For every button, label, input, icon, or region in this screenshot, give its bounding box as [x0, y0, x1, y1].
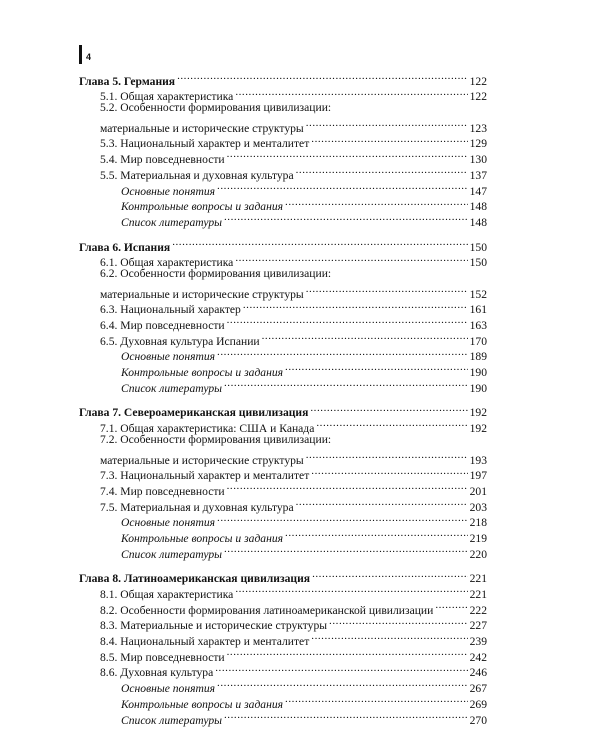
page-ref: 152 — [469, 287, 487, 301]
leader-dots — [311, 629, 467, 645]
entry-title: 8.5. Мир повседневности — [100, 650, 225, 664]
toc-chapter-heading[interactable] — [79, 235, 487, 254]
chapter-title: Глава 6. Испания — [79, 240, 171, 254]
page-ref: 269 — [469, 697, 487, 711]
page-ref: 246 — [469, 666, 487, 680]
page-ref: 218 — [469, 516, 487, 530]
leader-dots — [224, 542, 468, 558]
page-ref: 201 — [469, 484, 487, 498]
leader-dots — [306, 448, 468, 464]
leader-dots — [235, 85, 467, 101]
leader-dots — [235, 251, 467, 267]
entry-title: Контрольные вопросы и задания — [121, 366, 284, 380]
page-number: 4 — [86, 52, 92, 62]
page-ref: 150 — [469, 240, 487, 254]
toc-entry-line[interactable] — [79, 432, 487, 448]
page-ref: 190 — [469, 381, 487, 395]
page-ref: 219 — [469, 531, 487, 545]
leader-dots — [311, 464, 467, 480]
leader-dots — [224, 376, 468, 392]
page-ref: 148 — [469, 215, 487, 229]
leader-dots — [227, 645, 468, 661]
page-ref: 122 — [469, 74, 487, 88]
leader-dots — [312, 567, 468, 583]
leader-dots — [227, 147, 468, 163]
entry-title: Список литературы — [121, 381, 222, 395]
entry-title: Список литературы — [121, 547, 222, 561]
entry-title: 7.3. Национальный характер и менталитет — [100, 469, 310, 483]
leader-dots — [316, 416, 467, 432]
toc-section-entry[interactable] — [79, 282, 487, 301]
page-ref: 270 — [469, 713, 487, 727]
page-ref: 189 — [469, 350, 487, 364]
entry-title: 6.1. Общая характеристика — [100, 256, 234, 270]
page-ref: 197 — [469, 469, 487, 483]
page-ref: 227 — [469, 619, 487, 633]
leader-dots — [435, 598, 467, 614]
page-ref: 220 — [469, 547, 487, 561]
page-ref: 122 — [469, 90, 487, 104]
entry-title: Список литературы — [121, 215, 222, 229]
entry-title: 5.4. Мир повседневности — [100, 153, 225, 167]
entry-title: Контрольные вопросы и задания — [121, 531, 284, 545]
entry-title: 8.2. Особенности формирования латиноамериканской цивилизации — [100, 603, 434, 617]
page-ref: 221 — [469, 588, 487, 601]
entry-title: 8.1. Общая характеристика — [100, 588, 234, 601]
leader-dots — [217, 676, 468, 692]
page-ref: 222 — [469, 603, 487, 617]
page-ref: 161 — [469, 303, 487, 317]
leader-dots — [224, 708, 468, 724]
entry-title: 8.6. Духовная культура — [100, 666, 214, 680]
entry-title: 7.5. Материальная и духовная культура — [100, 500, 294, 514]
page-ref: 150 — [469, 256, 487, 270]
page-ref: 137 — [469, 168, 487, 182]
leader-dots — [329, 614, 468, 630]
page-ref: 193 — [469, 453, 487, 467]
page-ref: 147 — [469, 184, 487, 198]
toc-chapter — [79, 69, 487, 229]
entry-title: материальные и исторические структуры — [100, 287, 304, 301]
leader-dots — [224, 210, 468, 226]
leader-dots — [217, 511, 468, 527]
toc-chapter-heading[interactable] — [79, 567, 487, 586]
entry-title: 8.4. Национальный характер и менталитет — [100, 635, 310, 649]
toc-section-entry[interactable] — [79, 448, 487, 467]
entry-title: 5.5. Материальная и духовная культура — [100, 168, 294, 182]
leader-dots — [227, 313, 468, 329]
chapter-title: Глава 7. Североамериканская цивилизация — [79, 406, 309, 420]
page-ref: 242 — [469, 650, 487, 664]
entry-title: материальные и исторические структуры — [100, 121, 304, 135]
page-ref: 221 — [469, 572, 487, 586]
entry-title: 5.1. Общая характеристика — [100, 90, 234, 104]
entry-title: Список литературы — [121, 713, 222, 727]
page-ref: 123 — [469, 121, 487, 135]
entry-title: Контрольные вопросы и задания — [121, 200, 284, 214]
leader-dots — [306, 282, 468, 298]
page-ref: 267 — [469, 682, 487, 696]
page-ref: 203 — [469, 500, 487, 514]
leader-dots — [311, 132, 467, 148]
toc-entry-line[interactable] — [79, 100, 487, 116]
entry-title: материальные и исторические структуры — [100, 453, 304, 467]
page-ref: 192 — [469, 406, 487, 420]
chapter-title: Глава 8. Латиноамериканская цивилизация — [79, 572, 311, 586]
page-ref: 130 — [469, 153, 487, 167]
entry-title: 7.1. Общая характеристика: США и Канада — [100, 422, 315, 436]
page-ref: 163 — [469, 319, 487, 332]
page-ref: 239 — [469, 635, 487, 649]
leader-dots — [296, 495, 468, 511]
leader-dots — [235, 582, 467, 598]
leader-dots — [217, 179, 468, 195]
toc-chapter — [79, 401, 487, 561]
chapter-title: Глава 5. Германия — [79, 74, 176, 88]
entry-title: Основные понятия — [121, 184, 216, 198]
page-ref: 148 — [469, 200, 487, 214]
leader-dots — [262, 329, 468, 345]
leader-dots — [310, 401, 467, 417]
toc-chapter — [79, 567, 487, 727]
entry-title: 7.4. Мир повседневности — [100, 484, 225, 498]
page-marker-bar — [79, 45, 82, 64]
leader-dots — [215, 661, 467, 677]
entry-title: Контрольные вопросы и задания — [121, 697, 284, 711]
entry-title: Основные понятия — [121, 516, 216, 530]
entry-title: Основные понятия — [121, 350, 216, 364]
entry-title: 6.2. Особенности формирования цивилизации: — [100, 267, 332, 281]
toc-chapter-heading[interactable] — [79, 401, 487, 420]
leader-dots — [285, 526, 468, 542]
leader-dots — [227, 479, 468, 495]
leader-dots — [285, 692, 468, 708]
entry-title: Основные понятия — [121, 682, 216, 696]
entry-title: 6.5. Духовная культура Испании — [100, 334, 260, 348]
leader-dots — [296, 163, 468, 179]
leader-dots — [172, 235, 467, 251]
table-of-contents — [79, 69, 487, 733]
leader-dots — [243, 298, 468, 314]
page-ref: 192 — [469, 422, 487, 436]
entry-title: 7.2. Особенности формирования цивилизации: — [100, 433, 332, 447]
page-header — [79, 45, 91, 64]
entry-title: 8.3. Материальные и исторические структуры — [100, 619, 328, 633]
entry-title: 6.4. Мир повседневности — [100, 319, 225, 332]
leader-dots — [285, 195, 468, 211]
entry-title: 5.2. Особенности формирования цивилизации: — [100, 101, 332, 115]
toc-chapter — [79, 235, 487, 395]
entry-title: 5.3. Национальный характер и менталитет — [100, 137, 310, 151]
leader-dots — [285, 360, 468, 376]
page-ref: 129 — [469, 137, 487, 151]
toc-section-entry[interactable] — [79, 116, 487, 135]
leader-dots — [217, 345, 468, 361]
leader-dots — [177, 69, 468, 85]
page-ref: 190 — [469, 366, 487, 380]
toc-chapter-heading[interactable] — [79, 69, 487, 88]
entry-title: 6.3. Национальный характер — [100, 303, 241, 317]
page-ref: 170 — [469, 334, 487, 348]
toc-entry-line[interactable] — [79, 266, 487, 282]
leader-dots — [306, 116, 468, 132]
